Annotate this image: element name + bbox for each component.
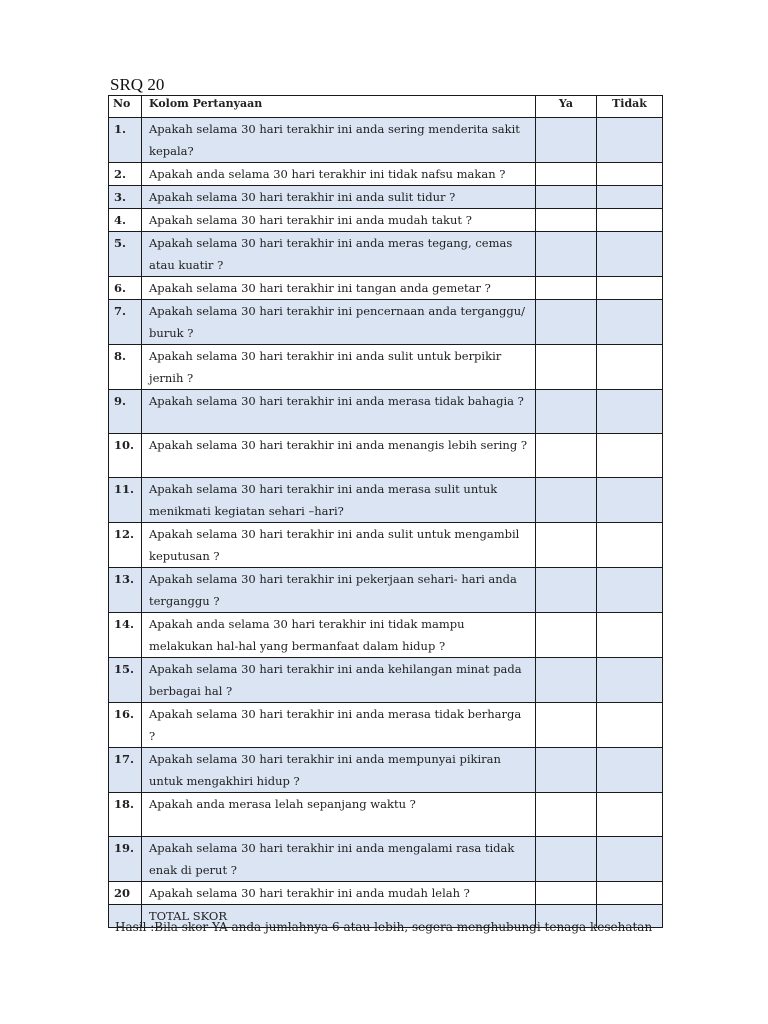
question-text: Apakah anda selama 30 hari terakhir ini tidak mampu melakukan hal-hal yang bermanfaat dalam hidup ? [142, 613, 536, 658]
header-no: No [109, 96, 142, 118]
question-text: Apakah selama 30 hari terakhir ini anda mempunyai pikiran untuk mengakhiri hidup ? [142, 748, 536, 793]
answer-tidak-cell[interactable] [597, 186, 663, 209]
answer-tidak-cell[interactable] [597, 434, 663, 478]
answer-tidak-cell[interactable] [597, 118, 663, 163]
answer-tidak-cell[interactable] [597, 209, 663, 232]
row-number: 7. [109, 300, 142, 345]
row-number: 2. [109, 163, 142, 186]
row-number: 19. [109, 837, 142, 882]
question-text: Apakah selama 30 hari terakhir ini anda meras tegang, cemas atau kuatir ? [142, 232, 536, 277]
answer-ya-cell[interactable] [536, 882, 597, 905]
table-row [109, 277, 663, 300]
table-row [109, 186, 663, 209]
answer-tidak-cell[interactable] [597, 232, 663, 277]
question-text: Apakah anda merasa lelah sepanjang waktu ? [142, 793, 536, 837]
answer-ya-cell[interactable] [536, 163, 597, 186]
row-number: 12. [109, 523, 142, 568]
question-text: Apakah selama 30 hari terakhir ini anda mudah lelah ? [142, 882, 536, 905]
question-text: Apakah selama 30 hari terakhir ini anda mudah takut ? [142, 209, 536, 232]
table-row [109, 748, 663, 793]
question-text: Apakah selama 30 hari terakhir ini anda kehilangan minat pada berbagai hal ? [142, 658, 536, 703]
table-row [109, 568, 663, 613]
header-tidak: Tidak [597, 96, 663, 118]
page-title: SRQ 20 [110, 75, 165, 94]
answer-ya-cell[interactable] [536, 277, 597, 300]
answer-ya-cell[interactable] [536, 568, 597, 613]
row-number: 11. [109, 478, 142, 523]
question-text: Apakah selama 30 hari terakhir ini pekerjaan sehari- hari anda terganggu ? [142, 568, 536, 613]
question-text: Apakah selama 30 hari terakhir ini anda mengalami rasa tidak enak di perut ? [142, 837, 536, 882]
answer-tidak-cell[interactable] [597, 568, 663, 613]
answer-tidak-cell[interactable] [597, 748, 663, 793]
answer-tidak-cell[interactable] [597, 300, 663, 345]
row-number: 8. [109, 345, 142, 390]
row-number: 10. [109, 434, 142, 478]
question-text: Apakah selama 30 hari terakhir ini anda sulit untuk berpikir jernih ? [142, 345, 536, 390]
answer-ya-cell[interactable] [536, 209, 597, 232]
row-number: 4. [109, 209, 142, 232]
row-number: 17. [109, 748, 142, 793]
header-ya: Ya [536, 96, 597, 118]
answer-ya-cell[interactable] [536, 434, 597, 478]
header-row [109, 96, 663, 118]
question-text: Apakah anda selama 30 hari terakhir ini tidak nafsu makan ? [142, 163, 536, 186]
table-row [109, 613, 663, 658]
answer-tidak-cell[interactable] [597, 390, 663, 434]
row-number: 5. [109, 232, 142, 277]
row-number: 13. [109, 568, 142, 613]
row-number: 18. [109, 793, 142, 837]
answer-tidak-cell[interactable] [597, 523, 663, 568]
table-row [109, 523, 663, 568]
table-row [109, 434, 663, 478]
answer-ya-cell[interactable] [536, 613, 597, 658]
row-number: 20 [109, 882, 142, 905]
total-label: TOTAL SKOR [142, 905, 536, 928]
result-note: Hasil :Bila skor YA anda jumlahnya 6 atau lebih, segera menghubungi tenaga kesehatan [115, 920, 653, 934]
table-row [109, 118, 663, 163]
table-row [109, 209, 663, 232]
answer-tidak-cell[interactable] [597, 478, 663, 523]
answer-ya-cell[interactable] [536, 118, 597, 163]
answer-ya-cell[interactable] [536, 390, 597, 434]
answer-tidak-cell[interactable] [597, 703, 663, 748]
table-row [109, 658, 663, 703]
table-row [109, 300, 663, 345]
answer-tidak-cell[interactable] [597, 163, 663, 186]
question-text: Apakah selama 30 hari terakhir ini anda merasa tidak berharga ? [142, 703, 536, 748]
answer-ya-cell[interactable] [536, 523, 597, 568]
srq-table [108, 95, 663, 928]
table-row [109, 390, 663, 434]
question-text: Apakah selama 30 hari terakhir ini anda sulit untuk mengambil keputusan ? [142, 523, 536, 568]
answer-tidak-cell[interactable] [597, 882, 663, 905]
answer-ya-cell[interactable] [536, 837, 597, 882]
answer-ya-cell[interactable] [536, 300, 597, 345]
question-text: Apakah selama 30 hari terakhir ini anda merasa tidak bahagia ? [142, 390, 536, 434]
table-row [109, 163, 663, 186]
table-row [109, 345, 663, 390]
row-number: 14. [109, 613, 142, 658]
question-text: Apakah selama 30 hari terakhir ini anda menangis lebih sering ? [142, 434, 536, 478]
answer-tidak-cell[interactable] [597, 837, 663, 882]
table-row [109, 703, 663, 748]
answer-tidak-cell[interactable] [597, 793, 663, 837]
table-row [109, 837, 663, 882]
table-row [109, 478, 663, 523]
question-text: Apakah selama 30 hari terakhir ini anda sering menderita sakit kepala? [142, 118, 536, 163]
answer-tidak-cell[interactable] [597, 277, 663, 300]
answer-ya-cell[interactable] [536, 793, 597, 837]
table-row [109, 793, 663, 837]
table-row [109, 232, 663, 277]
table-row [109, 882, 663, 905]
answer-ya-cell[interactable] [536, 232, 597, 277]
question-text: Apakah selama 30 hari terakhir ini pencernaan anda terganggu/ buruk ? [142, 300, 536, 345]
row-number: 3. [109, 186, 142, 209]
answer-tidak-cell[interactable] [597, 613, 663, 658]
answer-ya-cell[interactable] [536, 703, 597, 748]
row-number: 1. [109, 118, 142, 163]
answer-ya-cell[interactable] [536, 478, 597, 523]
answer-ya-cell[interactable] [536, 658, 597, 703]
question-text: Apakah selama 30 hari terakhir ini anda sulit tidur ? [142, 186, 536, 209]
answer-ya-cell[interactable] [536, 345, 597, 390]
answer-ya-cell[interactable] [536, 748, 597, 793]
answer-tidak-cell[interactable] [597, 658, 663, 703]
row-number: 6. [109, 277, 142, 300]
row-number: 15. [109, 658, 142, 703]
question-text: Apakah selama 30 hari terakhir ini anda merasa sulit untuk menikmati kegiatan sehari –hari? [142, 478, 536, 523]
row-number: 9. [109, 390, 142, 434]
answer-tidak-cell[interactable] [597, 345, 663, 390]
header-question: Kolom Pertanyaan [142, 96, 536, 118]
question-text: Apakah selama 30 hari terakhir ini tangan anda gemetar ? [142, 277, 536, 300]
answer-ya-cell[interactable] [536, 186, 597, 209]
row-number: 16. [109, 703, 142, 748]
